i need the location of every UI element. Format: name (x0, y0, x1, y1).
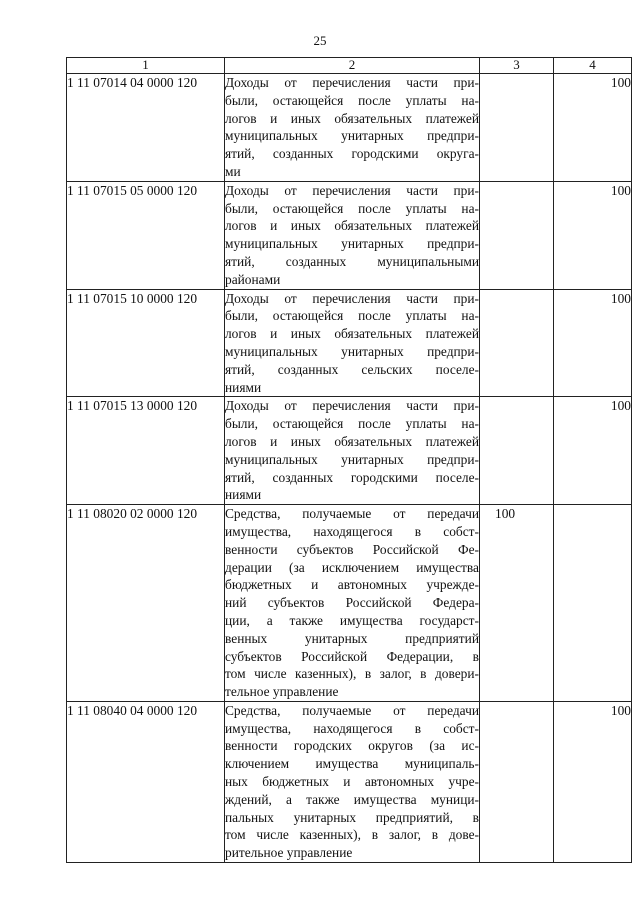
description-line: ятий, созданных муниципальными (225, 253, 479, 269)
description-line: ции, а также имущества государст- (225, 612, 479, 628)
description-line: Средства, получаемые от передачи (225, 702, 479, 718)
table-row (67, 397, 632, 505)
value-col-4: 100 (554, 397, 632, 505)
header-col-3: 3 (480, 58, 554, 74)
revenue-code: 1 11 07015 13 0000 120 (67, 397, 225, 505)
table-row (67, 701, 632, 862)
description-line: имущества, находящегося в собст- (225, 523, 479, 539)
description-line: венности субъектов Российской Фе- (225, 541, 479, 557)
description-line: пальных унитарных предприятий, в (225, 809, 479, 825)
description-line: были, остающейся после уплаты на- (225, 92, 479, 108)
description-line: ключением имущества муниципаль- (225, 756, 479, 772)
page-number: 25 (313, 33, 327, 48)
description-line: ятий, созданных городскими поселе- (225, 469, 479, 485)
revenue-description (225, 289, 480, 397)
description-line: ных бюджетных и автономных учре- (225, 774, 479, 790)
description-line: венных унитарных предприятий (225, 630, 479, 646)
description-line: бюджетных и автономных учрежде- (225, 577, 479, 593)
description-line: районами (225, 271, 281, 287)
revenue-code: 1 11 08020 02 0000 120 (67, 505, 225, 702)
value-col-4 (554, 505, 632, 702)
header-col-4: 4 (554, 58, 632, 74)
revenue-description (225, 505, 480, 702)
value-col-3 (480, 289, 554, 397)
value-col-4: 100 (554, 181, 632, 289)
table-row (67, 505, 632, 702)
description-line: Средства, получаемые от передачи (225, 506, 479, 522)
description-line: дерации (за исключением имущества (225, 559, 479, 575)
description-line: ний субъектов Российской Федера- (225, 595, 479, 611)
description-line: Доходы от перечисления части при- (225, 290, 479, 306)
value-col-4: 100 (554, 74, 632, 182)
revenue-description (225, 397, 480, 505)
description-line: ниями (225, 379, 262, 395)
description-line: том числе казенных), в залог, в довери- (225, 666, 479, 682)
revenue-description (225, 701, 480, 862)
description-line: муниципальных унитарных предпри- (225, 343, 479, 359)
value-col-3 (480, 701, 554, 862)
value-col-4: 100 (554, 289, 632, 397)
description-line: логов и иных обязательных платежей (225, 110, 479, 126)
description-line: Доходы от перечисления части при- (225, 398, 479, 414)
revenue-code: 1 11 07015 05 0000 120 (67, 181, 225, 289)
value-col-4: 100 (554, 701, 632, 862)
description-line: были, остающейся после уплаты на- (225, 416, 479, 432)
revenue-code: 1 11 07014 04 0000 120 (67, 74, 225, 182)
description-line: муниципальных унитарных предпри- (225, 128, 479, 144)
description-line: субъектов Российской Федерации, в (225, 648, 479, 664)
description-line: рительное управление (225, 845, 353, 861)
description-line: логов и иных обязательных платежей (225, 326, 479, 342)
revenue-description (225, 181, 480, 289)
description-line: Доходы от перечисления части при- (225, 75, 479, 90)
table-header-row (67, 58, 632, 74)
value-col-3: 100 (480, 505, 554, 702)
description-line: были, остающейся после уплаты на- (225, 200, 479, 216)
description-line: ятий, созданных городскими округа- (225, 146, 479, 162)
description-line: ми (225, 163, 241, 179)
description-line: имущества, находящегося в собст- (225, 720, 479, 736)
description-line: венности городских округов (за ис- (225, 738, 479, 754)
description-line: ниями (225, 487, 262, 503)
revenue-code: 1 11 08040 04 0000 120 (67, 701, 225, 862)
table-row (67, 181, 632, 289)
description-line: том числе казенных), в залог, в дове- (225, 827, 479, 843)
value-col-3 (480, 397, 554, 505)
revenue-code-table (66, 57, 632, 863)
revenue-code: 1 11 07015 10 0000 120 (67, 289, 225, 397)
header-col-2: 2 (225, 58, 480, 74)
description-line: Доходы от перечисления части при- (225, 182, 479, 198)
table-row (67, 74, 632, 182)
description-line: муниципальных унитарных предпри- (225, 236, 479, 252)
description-line: были, остающейся после уплаты на- (225, 308, 479, 324)
description-line: логов и иных обязательных платежей (225, 218, 479, 234)
description-line: логов и иных обязательных платежей (225, 433, 479, 449)
value-col-3 (480, 181, 554, 289)
table-row (67, 289, 632, 397)
description-line: муниципальных унитарных предпри- (225, 451, 479, 467)
header-col-1: 1 (67, 58, 225, 74)
description-line: тельное управление (225, 684, 339, 700)
revenue-description (225, 74, 480, 182)
description-line: ятий, созданных сельских поселе- (225, 361, 479, 377)
description-line: ждений, а также имущества муници- (225, 791, 479, 807)
value-col-3 (480, 74, 554, 182)
